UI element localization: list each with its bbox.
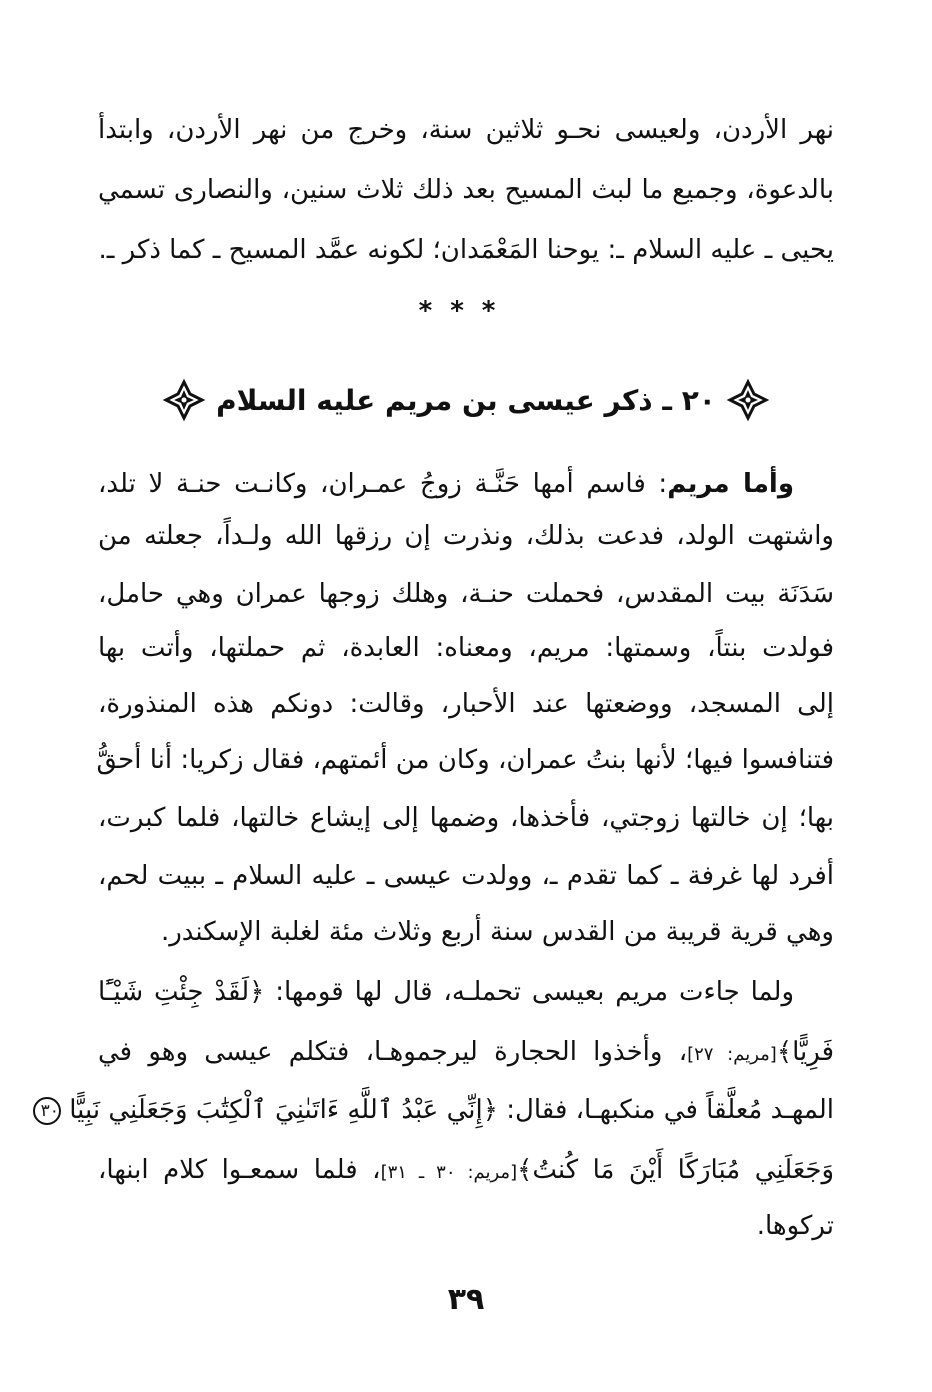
verse-reference-1: [مريم: ٢٧] (687, 1044, 777, 1065)
para1-line-1-text: : فاسم أمها حَنَّـة زوجُ عمـران، وكانـت حنـة لا تلد، (98, 469, 668, 499)
quran-verse-2: ﴿إِنِّي عَبْدُ ٱللَّهِ ءَاتَىٰنِيَ ٱلْكِتَٰبَ وَجَعَلَنِي نَبِيًّا (69, 1095, 498, 1125)
para2-line-3 (40, 1090, 834, 1130)
para2-line-2-text: ، وأخذوا الحجارة ليرجموهـا، فتكلم عيسى وهو في (98, 1037, 688, 1067)
para1-line-2: واشتهت الولد، فدعت بذلك، ونذرت إن رزقها الله ولـداً، جعلته من (98, 521, 834, 551)
para1-line-7: بها؛ إن خالتها زوجتي، فأخذها، وضمها إلى إيشاع خالتها، فلما كبرت، (98, 803, 834, 833)
para1-line-4: فولدت بنتاً، وسمتها: مريم، ومعناه: العابدة، ثم حملتها، وأتت بها (98, 633, 834, 663)
para2-line-5: تركوها. (756, 1211, 834, 1241)
para1-line-6: فتنافسوا فيها؛ لأنها بنتُ عمران، وكان من أئمتهم، فقال زكريا: أنا أحقُّ (96, 745, 834, 775)
section-heading (0, 374, 932, 426)
quran-verse-1-end: فَرِيًّا﴾ (776, 1037, 834, 1067)
para1-line-5: إلى المسجد، ووضعتها عند الأحبار، وقالت: دونكم هذه المنذورة، (98, 689, 834, 719)
para1-line-8: أفرد لها غرفة ـ كما تقدم ـ، وولدت عيسى ـ عليه السلام ـ ببيت لحم، (98, 861, 834, 891)
page-number: ٣٩ (447, 1282, 485, 1317)
para2-line-4 (98, 1150, 834, 1193)
para2-line-2 (98, 1032, 834, 1075)
para1-line-3: سَدَنَة بيت المقدس، فحملت حنـة، وهلك زوجها عمران وهي حامل، (98, 579, 834, 609)
para1-lead: وأما مريم (667, 469, 794, 499)
quran-verse-2-end: وَجَعَلَنِي مُبَارَكًا أَيْنَ مَا كُنتُ﴾ (517, 1155, 835, 1185)
section-separator: *** (418, 296, 514, 326)
section-title: ٢٠ ـ ذكر عيسى بن مريم عليه السلام (216, 383, 716, 417)
para2-line-4-text: ، فلما سمعـوا كلام ابنها، (98, 1155, 381, 1185)
quran-verse-1: ﴿لَقَدْ جِئْتِ شَيْـًٔا (98, 977, 265, 1007)
intro-line-2: بالدعوة، وجميع ما لبث المسيح بعد ذلك ثلاث سنين، والنصارى تسمي (98, 175, 834, 205)
para2-line-3-text: المهـد مُعلَّقاً في منكبهـا، فقال: (497, 1095, 834, 1125)
ayah-number-mark: ٣٠ (33, 1097, 61, 1125)
para1-line-1 (98, 464, 794, 504)
verse-reference-2: [مريم: ٣٠ ـ ٣١] (380, 1162, 518, 1183)
ornament-right-icon (726, 378, 770, 422)
para2-line-1 (98, 972, 794, 1012)
intro-line-3: يحيى ـ عليه السلام ـ: يوحنا المَعْمَدان؛ لكونه عمَّد المسيح ـ كما ذكر ـ. (98, 235, 834, 265)
intro-line-1: نهر الأردن، ولعيسى نحـو ثلاثين سنة، وخرج من نهر الأردن، وابتدأ (98, 115, 834, 145)
para1-line-9: وهي قرية قريبة من القدس سنة أربع وثلاث مئة لغلبة الإسكندر. (160, 917, 834, 947)
ornament-left-icon (162, 378, 206, 422)
para2-line-1-text: ولما جاءت مريم بعيسى تحملـه، قال لها قومها: (264, 977, 794, 1007)
